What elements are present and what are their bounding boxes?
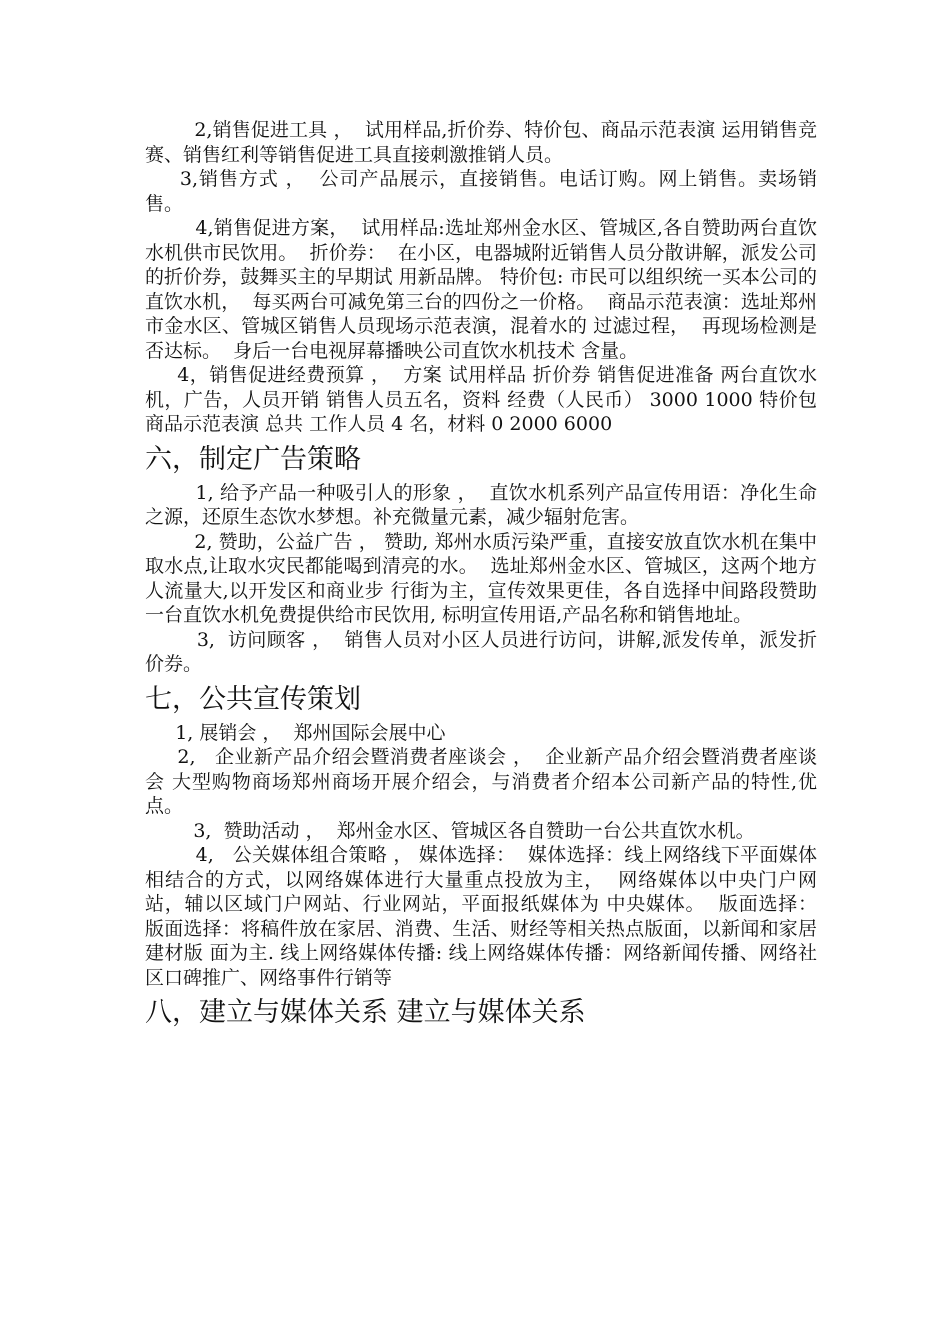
section-heading-media-relations: 八，建立与媒体关系 建立与媒体关系 [145,997,586,1028]
paragraph-sales-promotion-plan: 4,销售促进方案， 试用样品:选址郑州金水区、管城区,各自赞助两台直饮水机供市民饮用。 折价券： 在小区，电器城附近销售人员分散讲解，派发公司的折价券，鼓舞买主的早期试 用新品牌。 特价包: 市民可以组织统一买本公司的直饮水机， 每买两台可减免第三台的四份之一价格。 商品示范表演：选址郑州市金水区、管城区销售人员现场示范表演，混着水的 过滤过程， 再现场检测是否达标。 身后一台电视屏幕播映公司直饮水机技术 含量。 [145,217,817,362]
paragraph-sponsorship-ads: 2, 赞助，公益广告 ， 赞助, 郑州水质污染严重，直接安放直饮水机在集中取水点,让取水灾民都能喝到清亮的水。 选址郑州金水区、管城区，这两个地方人流量大,以开发区和商业步 行街为主，宣传效果更佳，各自选择中间路段赞助一台直饮水机免费提供给市民饮用, 标明宣传用语,产品名称和销售地址。 [145,530,817,626]
paragraph-promotion-budget: 4，销售促进经费预算 ， 方案 试用样品 折价券 销售促进准备 两台直饮水机，广告，人员开销 销售人员五名，资料 经费（人民币） 3000 1000 特价包 商品示范表演 总共 工作人员 4 名，材料 0 2000 6000 [145,364,824,435]
paragraph-sales-promotion-tools: 2,销售促进工具 ， 试用样品,折价券、特价包、商品示范表演 运用销售竞赛、销售红利等销售促进工具直接刺激推销人员。 [145,119,817,166]
section-heading-advertising-strategy: 六，制定广告策略 [145,443,361,475]
document-page [145,118,830,1034]
paragraph-sponsorship-activity: 3, 赞助活动 ， 郑州金水区、管城区各自赞助一台公共直饮水机。 [145,819,755,842]
paragraph-sales-methods: 3,销售方式 ， 公司产品展示，直接销售。电话订购。网上销售。卖场销售。 [145,168,817,215]
paragraph-product-image: 1, 给予产品一种吸引人的形象 ， 直饮水机系列产品宣传用语：净化生命之源，还原生态饮水梦想。补充微量元素，减少辐射危害。 [145,481,817,528]
paragraph-media-strategy: 4, 公关媒体组合策略 ， 媒体选择： 媒体选择：线上网络线下平面媒体相结合的方式，以网络媒体进行大量重点投放为主， 网络媒体以中央门户网站，辅以区域门户网站、行业网站，平面报纸媒体为 中央媒体。 版面选择： 版面选择：将稿件放在家居、消费、生活、财经等相关热点版面，以新闻和家居建材版 面为主. 线上网络媒体传播: 线上网络媒体传播：网络新闻传播、网络社区口碑推广、网络事件行销等 [145,844,830,989]
paragraph-customer-visits: 3, 访问顾客 ， 销售人员对小区人员进行访问，讲解,派发传单，派发折价券。 [145,628,817,675]
paragraph-exhibition: 1, 展销会 ， 郑州国际会展中心 [145,721,446,744]
section-heading-public-relations: 七，公共宣传策划 [145,683,361,715]
paragraph-product-launch: 2, 企业新产品介绍会暨消费者座谈会 ， 企业新产品介绍会暨消费者座谈会 大型购物商场郑州商场开展介绍会，与消费者介绍本公司新产品的特性,优点。 [145,746,818,817]
